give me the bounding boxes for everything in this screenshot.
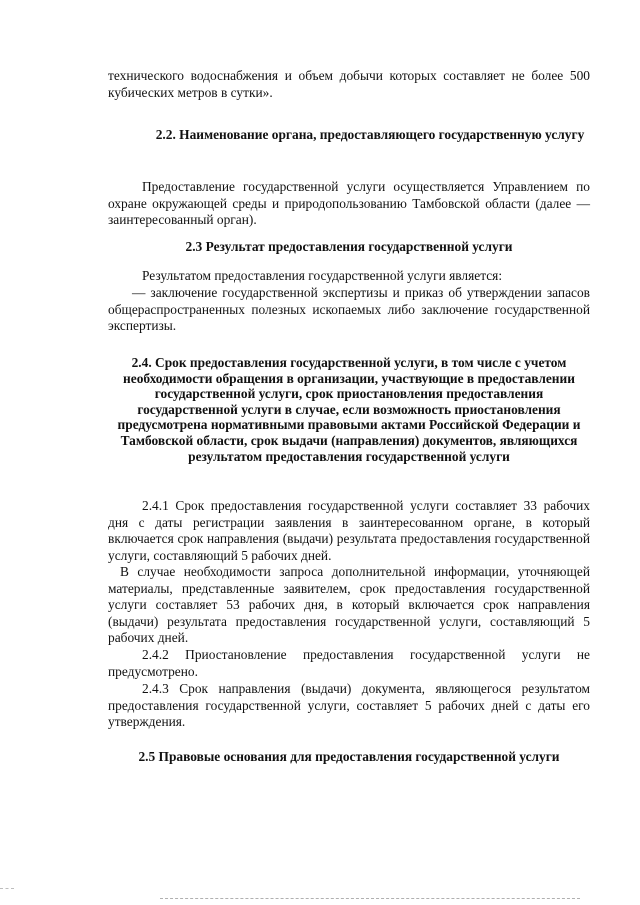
paragraph-2-4-1: 2.4.1 Срок предоставления государственной услуги составляет 33 рабочих дня с даты регистрации заявления в заинтересованном органе, в который включается срок направления (выдачи) результата предоставления государственной услуги, составляющий 5 рабочих дней. (108, 498, 590, 563)
paragraph-2-3-a: Результатом предоставления государственной услуги является: (142, 268, 503, 283)
paragraph-2-4-1-b: В случае необходимости запроса дополнительной информации, уточняющей материалы, представленные заявителем, срок предоставления государственной услуги составляет 53 рабочих дня, в который включается срок направления (выдачи) результата предоставления государственной услуги, составляющий 5 рабочих дней. (108, 564, 590, 646)
scan-edge-mark (0, 888, 14, 889)
heading-2-2: 2.2. Наименование органа, предоставляющего государственную услугу (155, 127, 585, 142)
heading-2-5: 2.5 Правовые основания для предоставления государственной услуги (138, 749, 560, 764)
scan-footer-line (160, 898, 580, 899)
paragraph-2-3-b: — заключение государственной экспертизы и приказ об утверждении запасов общераспространенных полезных ископаемых либо заключение государственной экспертизы. (108, 285, 590, 334)
heading-2-4: 2.4. Срок предоставления государственной услуги, в том числе с учетом необходимости обращения в организации, участвующие в предоставлении государственной услуги, срок приостановления предоставления государственной услуги в случае, если возможность приостановления предусмотрена нормативными правовыми актами Российской Федерации и Тамбовской области, срок выдачи (направления) документов, являющихся результатом предоставления государственной услуги (117, 355, 581, 464)
heading-2-3: 2.3 Результат предоставления государственной услуги (185, 239, 513, 254)
paragraph-2-4-2: 2.4.2 Приостановление предоставления государственной услуги не предусмотрено. (108, 647, 590, 679)
paragraph-2-2: Предоставление государственной услуги осуществляется Управлением по охране окружающей среды и природопользованию Тамбовской области (далее — заинтересованный орган). (108, 179, 590, 228)
intro-paragraph: технического водоснабжения и объем добычи которых составляет не более 500 кубических метров в сутки». (108, 68, 590, 100)
paragraph-2-4-3: 2.4.3 Срок направления (выдачи) документа, являющегося результатом предоставления государственной услуги, составляет 5 рабочих дней с даты его утверждения. (108, 681, 590, 730)
